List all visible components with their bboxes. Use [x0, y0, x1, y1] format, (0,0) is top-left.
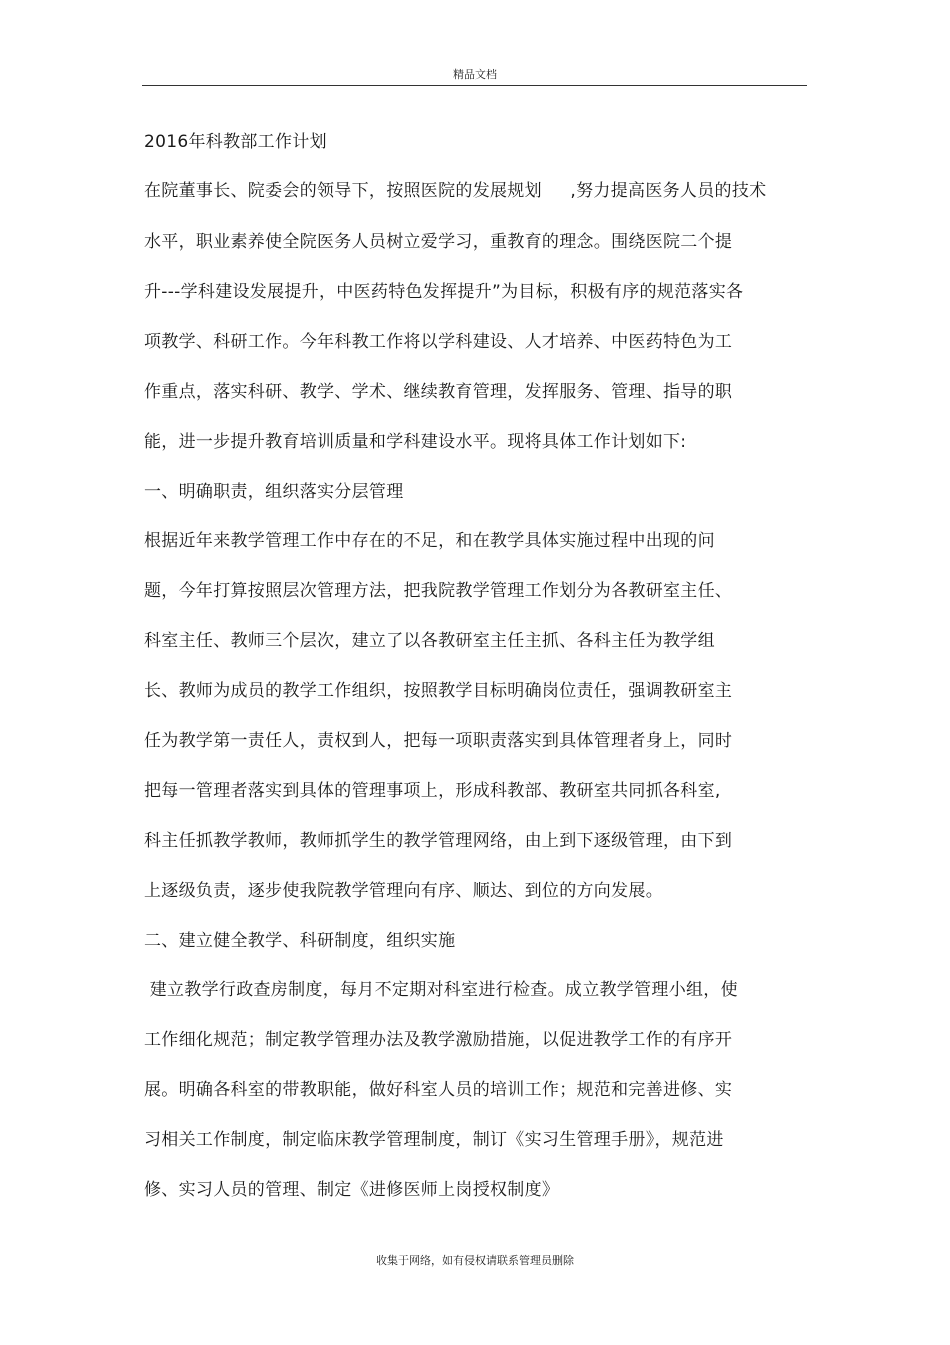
text-line: 能，进一步提升教育培训质量和学科建设水平。现将具体工作计划如下:	[144, 432, 687, 452]
text-line: 上逐级负责，逐步使我院教学管理向有序、顺达、到位的方向发展。	[144, 881, 663, 901]
header-divider	[142, 85, 807, 86]
text-line: 题，今年打算按照层次管理方法，把我院教学管理工作划分为各教研室主任、	[144, 581, 733, 601]
text-line: 水平，职业素养使全院医务人员树立爱学习，重教育的理念。围绕医院二个提	[144, 232, 733, 252]
text-line: 把每一管理者落实到具体的管理事项上，形成科教部、教研室共同抓各科室,	[144, 781, 721, 801]
text-line: 作重点，落实科研、教学、学术、继续教育管理，发挥服务、管理、指导的职	[144, 382, 733, 402]
text-line: 在院董事长、院委会的领导下，按照医院的发展规划 ,努力提高医务人员的技术	[144, 181, 767, 201]
text-line: 长、教师为成员的教学工作组织，按照教学目标明确岗位责任，强调教研室主	[144, 681, 733, 701]
text-line: 习相关工作制度，制定临床教学管理制度，制订《实习生管理手册》，规范进	[144, 1130, 724, 1150]
text-line: 升---学科建设发展提升，中医药特色发挥提升”为目标，积极有序的规范落实各	[144, 282, 744, 302]
text-line: 展。明确各科室的带教职能，做好科室人员的培训工作；规范和完善进修、实	[144, 1080, 733, 1100]
text-line: 科主任抓教学教师，教师抓学生的教学管理网络，由上到下逐级管理，由下到	[144, 831, 733, 851]
text-line: 建立教学行政查房制度，每月不定期对科室进行检查。成立教学管理小组，使	[144, 980, 738, 1000]
text-line: 科室主任、教师三个层次，建立了以各教研室主任主抓、各科主任为教学组	[144, 631, 715, 651]
text-line: 修、实习人员的管理、制定《进修医师上岗授权制度》	[144, 1180, 560, 1200]
page-header-label: 精品文档	[453, 68, 497, 81]
text-line: 项教学、科研工作。今年科教工作将以学科建设、人才培养、中医药特色为工	[144, 332, 733, 352]
text-line: 工作细化规范；制定教学管理办法及教学激励措施，以促进教学工作的有序开	[144, 1030, 733, 1050]
text-line: 根据近年来教学管理工作中存在的不足，和在教学具体实施过程中出现的问	[144, 531, 715, 551]
section-heading: 一、明确职责，组织落实分层管理	[144, 482, 404, 502]
document-title: 2016年科教部工作计划	[144, 132, 327, 152]
text-line: 任为教学第一责任人，责权到人，把每一项职责落实到具体管理者身上，同时	[144, 731, 733, 751]
section-heading: 二、建立健全教学、科研制度，组织实施	[144, 931, 456, 951]
page-footer-label: 收集于网络，如有侵权请联系管理员删除	[376, 1254, 574, 1267]
